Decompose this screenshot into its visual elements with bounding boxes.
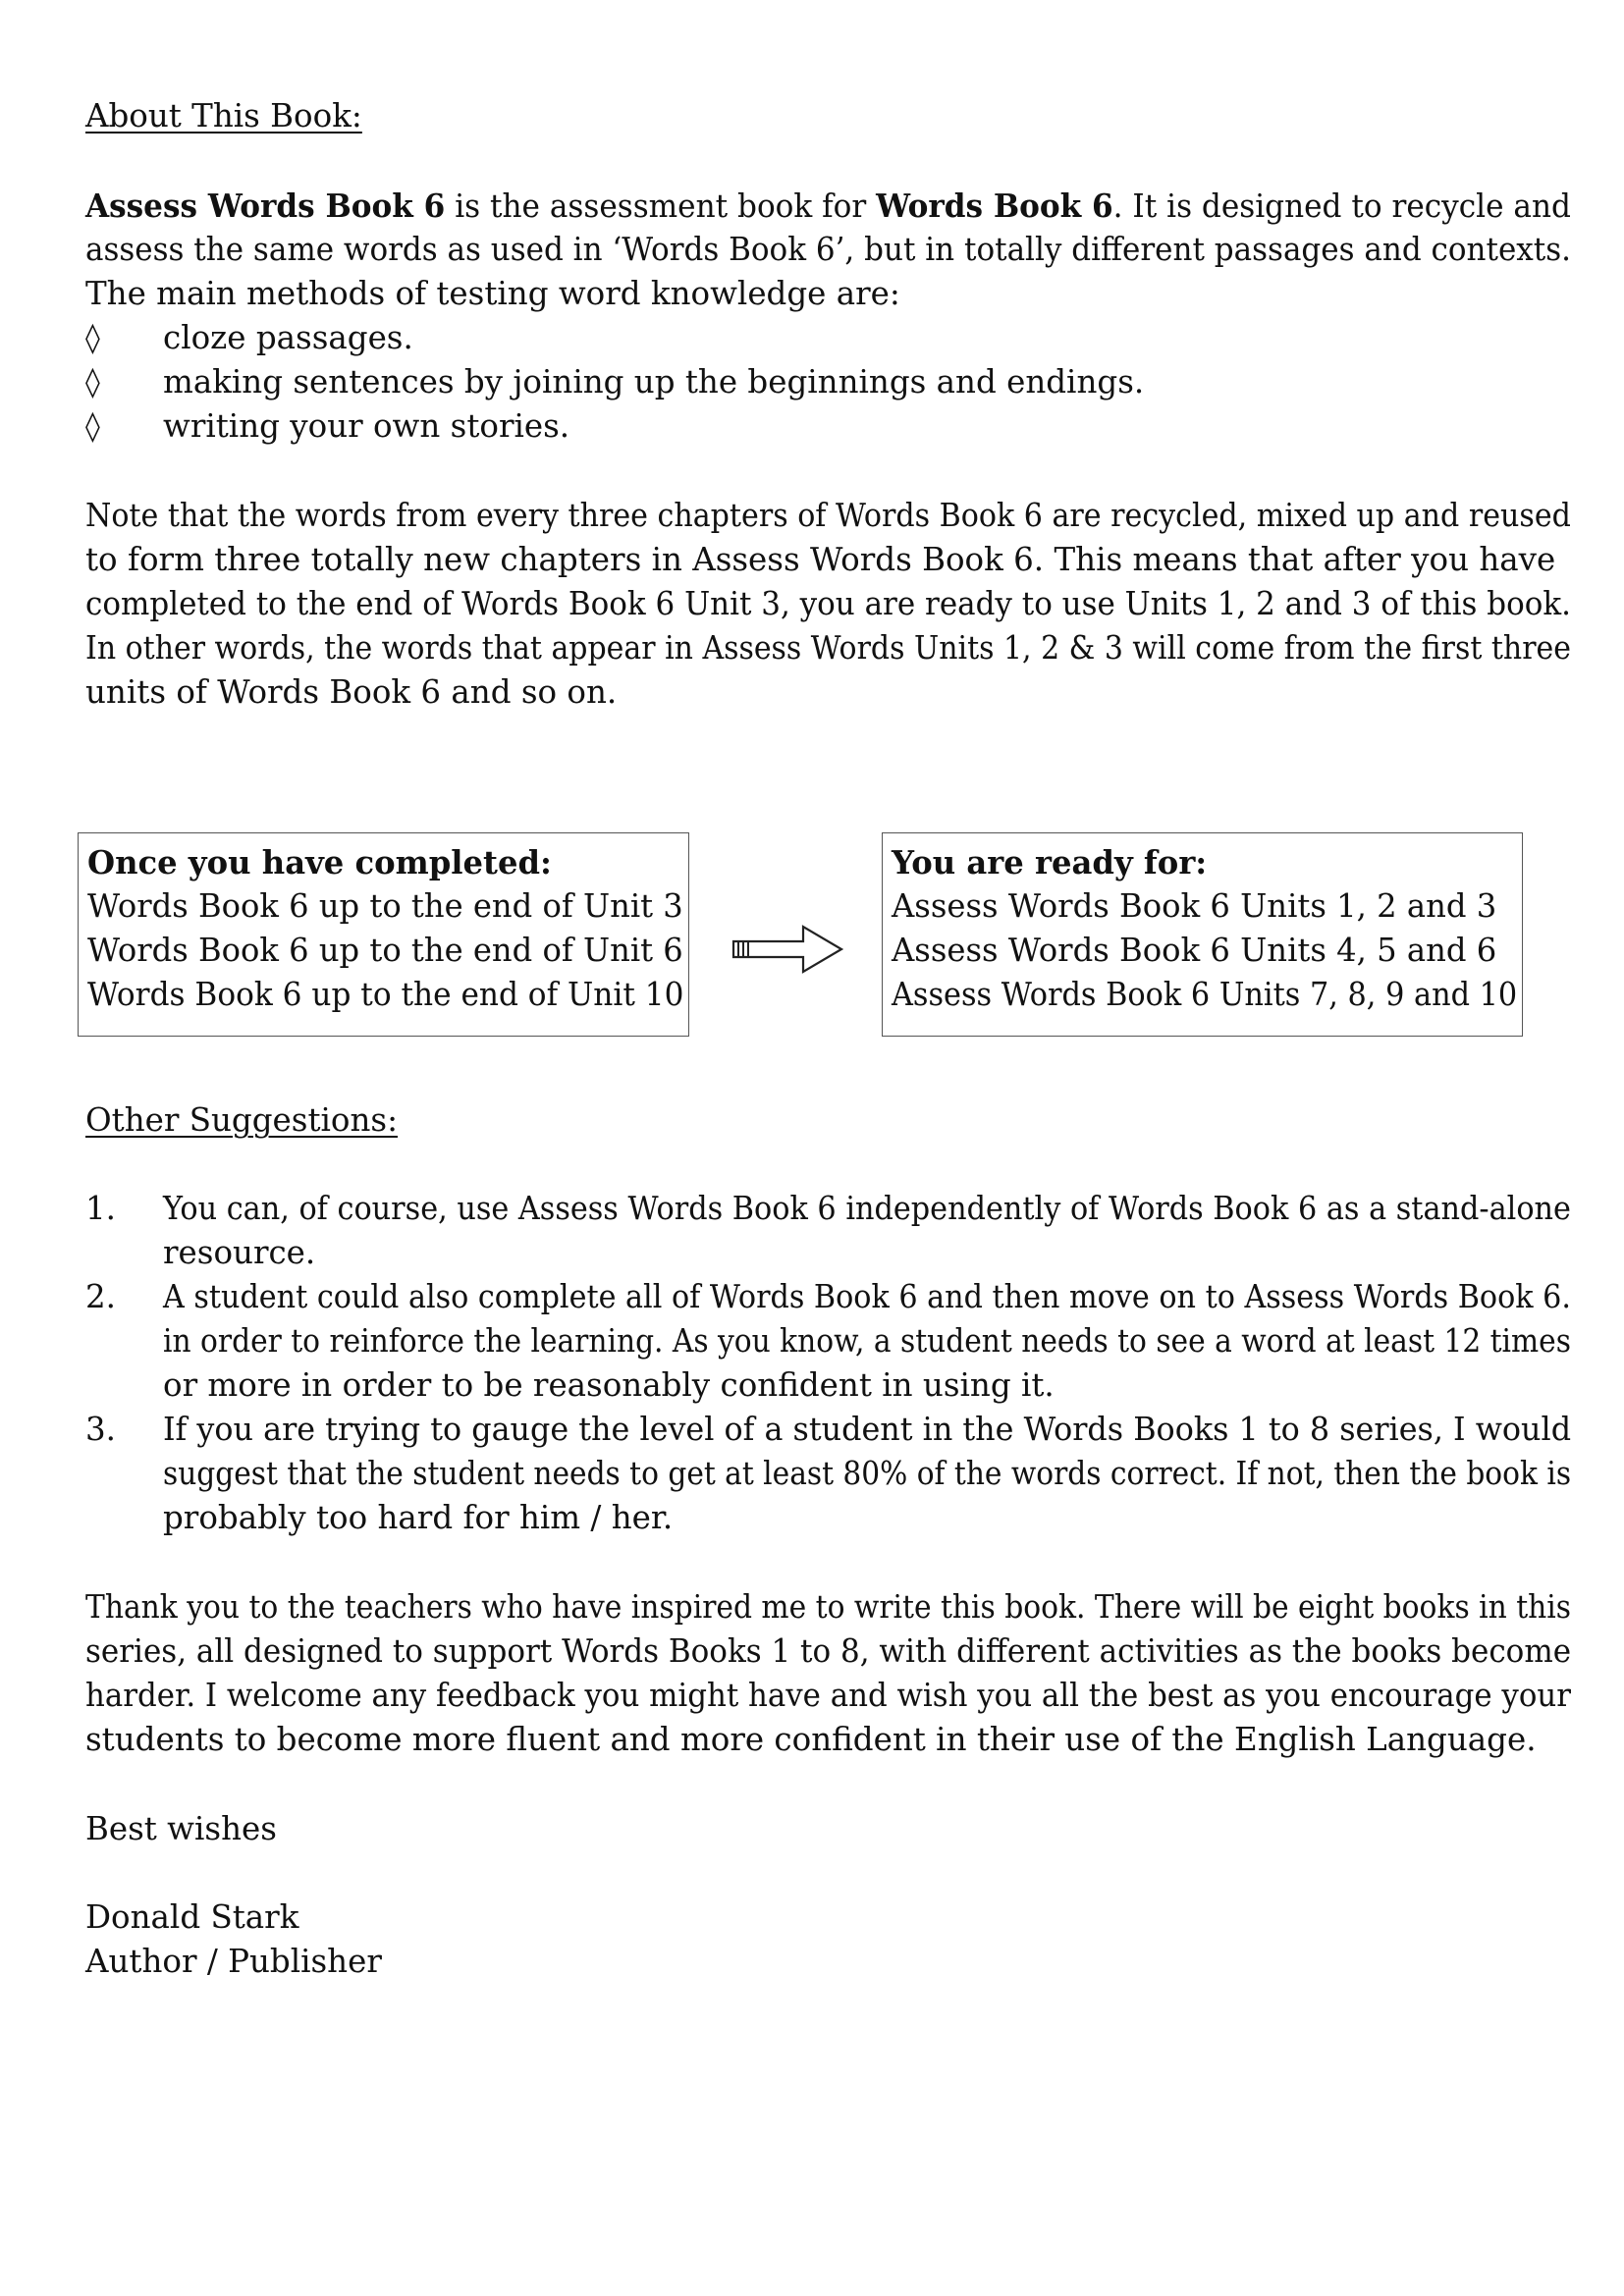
intro-line-1 [85,184,1571,229]
thanks-line: harder. I welcome any feedback you might have and wish you all the best as you encourage your [85,1677,1571,1714]
suggestions-heading: Other Suggestions: [85,1101,399,1139]
signature-name: Donald Stark [85,1898,299,1936]
suggestion-number: 3. [85,1411,117,1448]
suggestion-line: You can, of course, use Assess Words Book 6 independently of Words Book 6 as a stand-alone [163,1190,1571,1227]
intro-text-2: . It is designed to recycle and [1112,187,1571,225]
bullet-icon: ◊ [85,365,100,400]
intro-text-1: is the assessment book for [445,187,877,225]
note-line: to form three totally new chapters in Assess Words Book 6. This means that after you have [85,541,1556,578]
note-line: In other words, the words that appear in Assess Words Units 1, 2 & 3 will come from the first three [85,629,1571,667]
thanks-line: students to become more fluent and more confident in their use of the English Language. [85,1721,1537,1758]
intro-title: Assess Words Book 6 [85,187,446,225]
intro-ref: Words Book 6 [876,187,1113,225]
completed-box [78,832,689,1037]
ready-line: Assess Words Book 6 Units 4, 5 and 6 [892,932,1497,969]
completed-line: Words Book 6 up to the end of Unit 6 [87,932,683,969]
ready-box [882,832,1523,1037]
suggestion-line: A student could also complete all of Words Book 6 and then move on to Assess Words Book 6. [163,1278,1571,1315]
suggestion-line: suggest that the student needs to get at least 80% of the words correct. If not, then the book is [163,1455,1572,1492]
bullet-item: making sentences by joining up the beginnings and endings. [163,363,1145,400]
thanks-line: Thank you to the teachers who have inspired me to write this book. There will be eight books in this [85,1588,1572,1626]
ready-line: Assess Words Book 6 Units 7, 8, 9 and 10 [892,976,1518,1013]
bullet-item: cloze passages. [163,319,413,356]
right-arrow-icon [731,925,844,974]
note-line: units of Words Book 6 and so on. [85,673,618,711]
intro-line-3: The main methods of testing word knowledge are: [85,275,900,312]
completed-line: Words Book 6 up to the end of Unit 10 [87,976,684,1013]
intro-line-2: assess the same words as used in ‘Words Book 6’, but in totally different passages and contexts. [85,231,1572,268]
suggestion-number: 2. [85,1278,117,1315]
signature-role: Author / Publisher [85,1943,382,1980]
suggestion-line: in order to reinforce the learning. As you know, a student needs to see a word at least 12 times [163,1322,1571,1360]
about-heading: About This Book: [85,97,362,134]
bullet-icon: ◊ [85,321,100,355]
bullet-icon: ◊ [85,409,100,444]
note-line: completed to the end of Words Book 6 Unit 3, you are ready to use Units 1, 2 and 3 of this book. [85,585,1571,622]
suggestion-number: 1. [85,1190,117,1227]
ready-line: Assess Words Book 6 Units 1, 2 and 3 [892,887,1497,925]
suggestion-line: or more in order to be reasonably confident in using it. [163,1366,1055,1404]
completed-heading: Once you have completed: [87,843,552,881]
closing: Best wishes [85,1810,277,1847]
suggestion-line: If you are trying to gauge the level of a student in the Words Books 1 to 8 series, I would [163,1411,1572,1448]
bullet-item: writing your own stories. [163,407,570,445]
completed-line: Words Book 6 up to the end of Unit 3 [87,887,683,925]
ready-heading: You are ready for: [892,843,1208,881]
note-line: Note that the words from every three chapters of Words Book 6 are recycled, mixed up and reused [85,497,1571,534]
suggestion-line: resource. [163,1234,316,1271]
thanks-line: series, all designed to support Words Books 1 to 8, with different activities as the books become [85,1632,1572,1670]
suggestion-line: probably too hard for him / her. [163,1499,674,1536]
